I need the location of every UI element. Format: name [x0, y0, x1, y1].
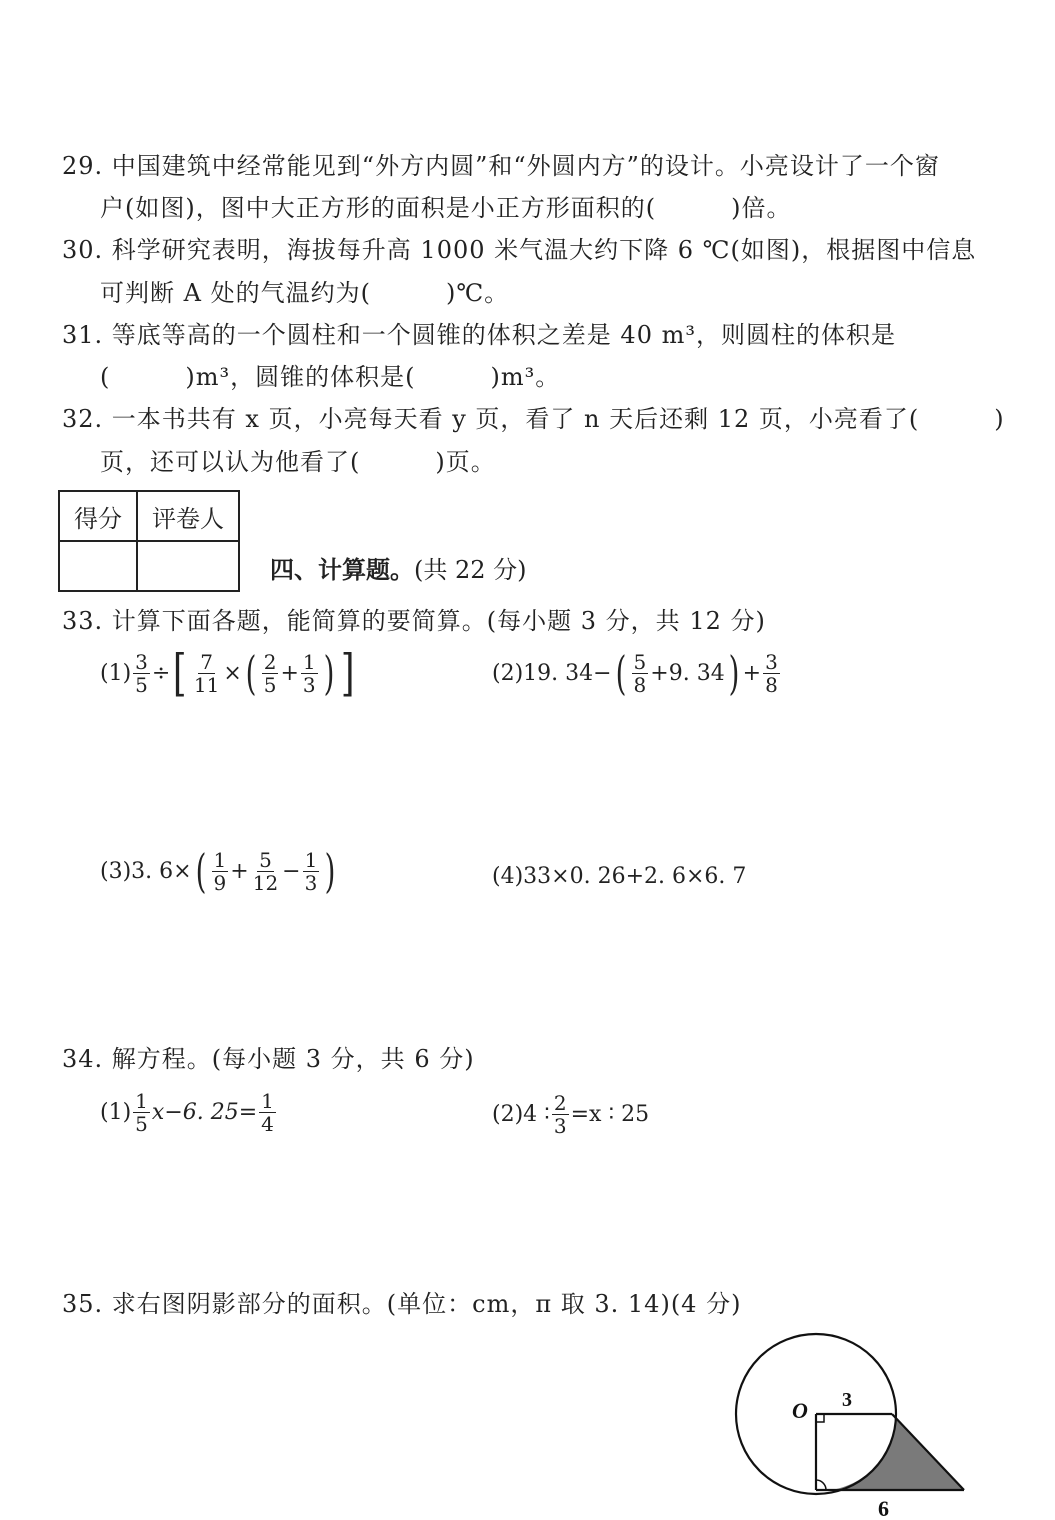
grader-cell[interactable]	[137, 541, 239, 591]
q31-line2: ( )m³，圆锥的体积是( )m³。	[100, 363, 561, 391]
fraction: $\frac{5}{12}$	[252, 847, 279, 895]
q31-line1: 31. 等底等高的一个圆柱和一个圆锥的体积之差是 40 m³，则圆柱的体积是	[62, 321, 896, 349]
fraction: $\frac{1}{9}$	[213, 847, 227, 895]
q29-line1: 29. 中国建筑中经常能见到“外方内圆”和“外圆内方”的设计。小亮设计了一个窗	[62, 152, 940, 180]
q33-problem-3: (3) 3. 6× ( $\frac{1}{9}$ + $\frac{5}{12}$ − $\frac{1}{3}$ )	[100, 844, 336, 898]
base-label: 6	[878, 1496, 889, 1520]
q30-line1: 30. 科学研究表明，海拔每升高 1000 米气温大约下降 6 ℃(如图)，根据图中信息	[62, 236, 977, 264]
q32-line1: 32. 一本书共有 x 页，小亮每天看 y 页，看了 n 天后还剩 12 页，小亮看了( )	[62, 405, 1005, 433]
score-cell[interactable]	[59, 541, 137, 591]
fraction: $\frac{2}{3}$	[553, 1091, 567, 1138]
q29-line2: 户(如图)，图中大正方形的面积是小正方形面积的( )倍。	[100, 194, 792, 222]
grader-header: 评卷人	[137, 491, 239, 541]
fraction: $\frac{1}{3}$	[304, 847, 318, 895]
section-4-title: 四、计算题。	[270, 555, 414, 584]
q35-title: 35. 求右图阴影部分的面积。(单位：cm，π 取 3. 14)(4 分)	[62, 1290, 742, 1318]
q34-problem-2: (2) 4 ∶ $\frac{2}{3}$ =x ∶ 25	[492, 1091, 650, 1138]
shaded-region	[816, 1414, 964, 1490]
right-angle-mark	[816, 1414, 824, 1422]
fraction: $\frac{7}{11}$	[193, 649, 220, 697]
score-header: 得分	[59, 491, 137, 541]
score-table	[58, 490, 240, 592]
q33-problem-2: (2) 19. 34− ( $\frac{5}{8}$ +9. 34 ) + $\frac{3}{8}$	[492, 646, 778, 700]
fraction: $\frac{3}{5}$	[135, 649, 148, 697]
center-label: O	[792, 1398, 808, 1423]
section-4-heading	[270, 550, 527, 585]
q34-title: 34. 解方程。(每小题 3 分，共 6 分)	[62, 1045, 475, 1073]
q33-problem-1: (1) $\frac{3}{5}$ ÷ [ $\frac{7}{11}$ × ( $\frac{2}{5}$ + $\frac{1}{3}$ ) ]	[100, 644, 355, 702]
angle-arc-mark	[816, 1480, 826, 1490]
q30-line2: 可判断 A 处的气温约为( )℃。	[100, 279, 510, 307]
radius-label: 3	[842, 1389, 852, 1411]
fraction: $\frac{2}{5}$	[263, 649, 277, 697]
q34-problem-1: (1) $\frac{1}{5}$ x−6. 25= $\frac{1}{4}$	[100, 1089, 274, 1136]
q33-problem-4: (4) 33×0. 26+2. 6×6. 7	[492, 864, 747, 889]
fraction: $\frac{5}{8}$	[633, 649, 647, 697]
q35-figure	[720, 1330, 980, 1520]
q33-title: 33. 计算下面各题，能简算的要简算。(每小题 3 分，共 12 分)	[62, 607, 766, 635]
fraction: $\frac{3}{8}$	[765, 649, 778, 697]
section-4-points: (共 22 分)	[414, 556, 527, 584]
q32-line2: 页，还可以认为他看了( )页。	[100, 448, 496, 476]
fraction: $\frac{1}{3}$	[302, 649, 316, 697]
fraction: $\frac{1}{5}$	[135, 1089, 148, 1136]
fraction: $\frac{1}{4}$	[261, 1089, 274, 1136]
